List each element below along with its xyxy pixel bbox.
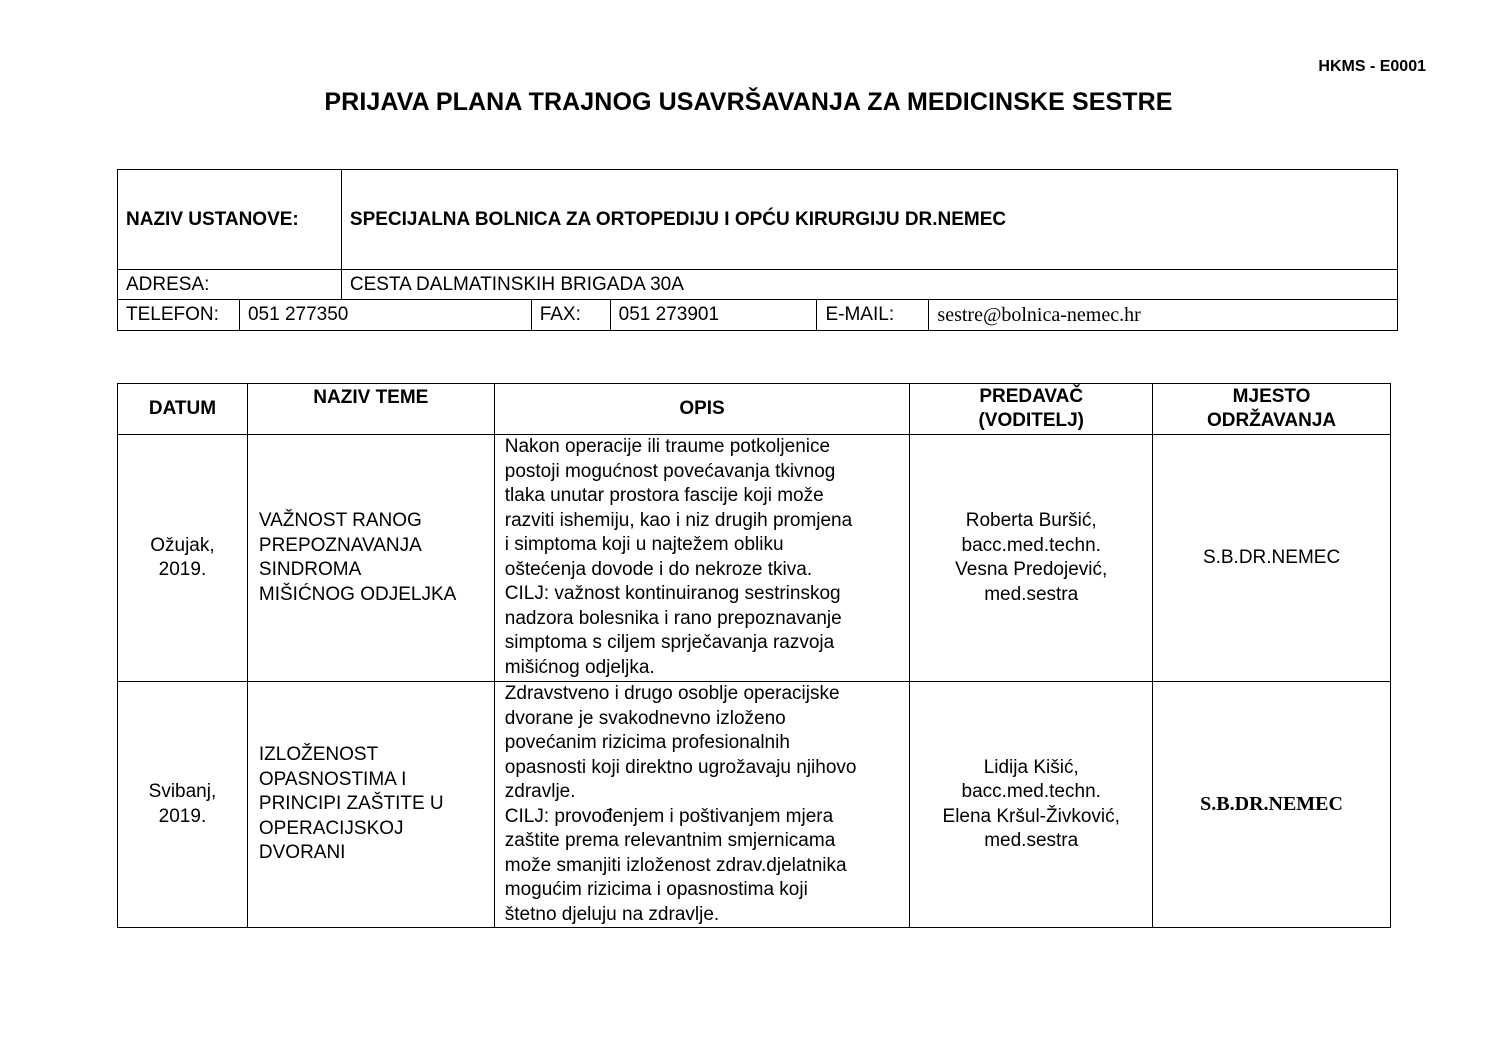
header-theme: NAZIV TEME <box>247 384 494 435</box>
institution-name-label: NAZIV USTANOVE: <box>118 170 342 270</box>
row-description: Nakon operacije ili traume potkoljenice postoji mogućnost povećavanja tkivnog tlaka unutar prostora fascije koji može razviti ishemiju, kao i niz drugih promjena i simptoma koji u najtežem obliku oštećenja dovode i do nekroze tkiva. CILJ: važnost kontinuiranog sestrinskog nadzora bolesnika i rano prepoznavanje simptoma s ciljem sprječavanja razvoja mišićnog odjeljka. <box>494 435 910 682</box>
page-title: PRIJAVA PLANA TRAJNOG USAVRŠAVANJA ZA MEDICINSKE SESTRE <box>324 88 1173 116</box>
education-plan-table <box>117 383 1391 928</box>
form-code: HKMS - E0001 <box>1318 58 1426 75</box>
fax-value: 051 273901 <box>610 300 817 331</box>
email-value: sestre@bolnica-nemec.hr <box>929 300 1398 331</box>
institution-name-row <box>118 170 1398 270</box>
address-label: ADRESA: <box>118 270 342 300</box>
header-date: DATUM <box>118 384 248 435</box>
address-row <box>118 270 1398 300</box>
row-location: S.B.DR.NEMEC <box>1153 682 1391 928</box>
address-value: CESTA DALMATINSKIH BRIGADA 30A <box>341 270 1397 300</box>
header-description: OPIS <box>494 384 910 435</box>
contact-row <box>118 300 1398 331</box>
row-location: S.B.DR.NEMEC <box>1153 435 1391 682</box>
email-label: E-MAIL: <box>817 300 929 331</box>
institution-info-table <box>117 169 1398 331</box>
header-location: MJESTO ODRŽAVANJA <box>1153 384 1391 435</box>
phone-value: 051 277350 <box>239 300 531 331</box>
row-date: Ožujak, 2019. <box>118 435 248 682</box>
institution-name-value: SPECIJALNA BOLNICA ZA ORTOPEDIJU I OPĆU KIRURGIJU DR.NEMEC <box>341 170 1397 270</box>
plan-header-row <box>118 384 1391 435</box>
phone-label: TELEFON: <box>118 300 240 331</box>
row-lecturer: Roberta Buršić, bacc.med.techn. Vesna Predojević, med.sestra <box>910 435 1153 682</box>
header-lecturer: PREDAVAČ (VODITELJ) <box>910 384 1153 435</box>
fax-label: FAX: <box>531 300 610 331</box>
row-date: Svibanj, 2019. <box>118 682 248 928</box>
row-description: Zdravstveno i drugo osoblje operacijske dvorane je svakodnevno izloženo povećanim rizicima profesionalnih opasnosti koji direktno ugrožavaju njihovo zdravlje. CILJ: provođenjem i poštivanjem mjera zaštite prema relevantnim smjernicama može smanjiti izloženost zdrav.djelatnika mogućim rizicima i opasnostima koji štetno djeluju na zdravlje. <box>494 682 910 928</box>
table-row <box>118 435 1391 682</box>
row-lecturer: Lidija Kišić, bacc.med.techn. Elena Kršul-Živković, med.sestra <box>910 682 1153 928</box>
table-row <box>118 682 1391 928</box>
row-theme: IZLOŽENOST OPASNOSTIMA I PRINCIPI ZAŠTITE U OPERACIJSKOJ DVORANI <box>247 682 494 928</box>
row-theme: VAŽNOST RANOG PREPOZNAVANJA SINDROMA MIŠIĆNOG ODJELJKA <box>247 435 494 682</box>
